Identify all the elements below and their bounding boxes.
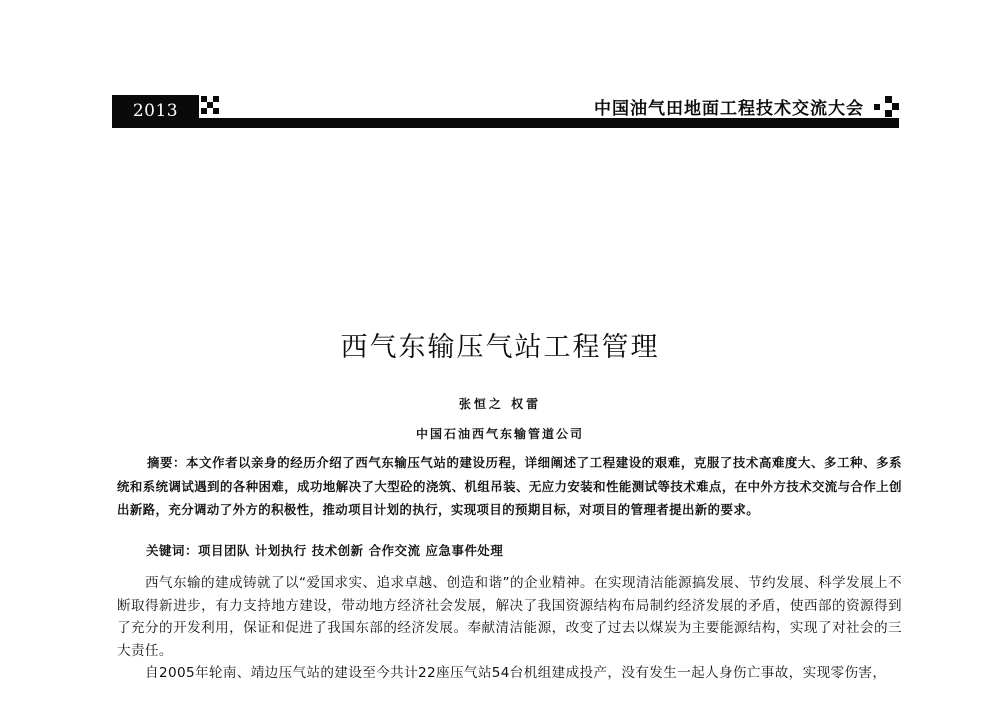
paper-authors: 张恒之 权雷	[458, 397, 542, 411]
year-badge: 2013	[112, 95, 199, 128]
body-paragraph: 西气东输的建成铸就了以“爱国求实、追求卓越、创造和谐”的企业精神。在实现清洁能源搞发展、节约发展、科学发展上不断取得新进步，有力支持地方建设，带动地方经济社会发展，解决了我国资源结构布局制约经济发展的矛盾，使西部的资源得到了充分的开发利用，保证和促进了我国东部的经济发展。奉献清洁能源，改变了过去以煤炭为主要能源结构，实现了对社会的三大责任。	[117, 575, 902, 659]
header-rule	[112, 118, 899, 128]
keywords-line: 关键词：项目团队 计划执行 技术创新 合作交流 应急事件处理	[146, 543, 504, 558]
abstract-paragraph: 摘要：本文作者以亲身的经历介绍了西气东输压气站的建设历程，详细阐述了工程建设的艰难，克服了技术高难度大、多工种、多系统和系统调试遇到的各种困难，成功地解决了大型砼的浇筑、机组吊装、无应力安装和性能测试等技术难点，在中外方技术交流与合作上创出新路，充分调动了外方的积极性，推动项目计划的执行，实现项目的预期目标，对项目的管理者提出新的要求。	[117, 455, 902, 517]
body-paragraph: 自2005年轮南、靖边压气站的建设至今共计22座压气站54台机组建成投产，没有发生一起人身伤亡事故，实现零伤害，	[145, 665, 887, 682]
paper-affiliation: 中国石油西气东输管道公司	[415, 427, 584, 441]
body-text	[117, 572, 902, 685]
conference-title: 中国油气田地面工程技术交流大会	[594, 99, 864, 119]
paper-title: 西气东输压气站工程管理	[340, 332, 660, 363]
